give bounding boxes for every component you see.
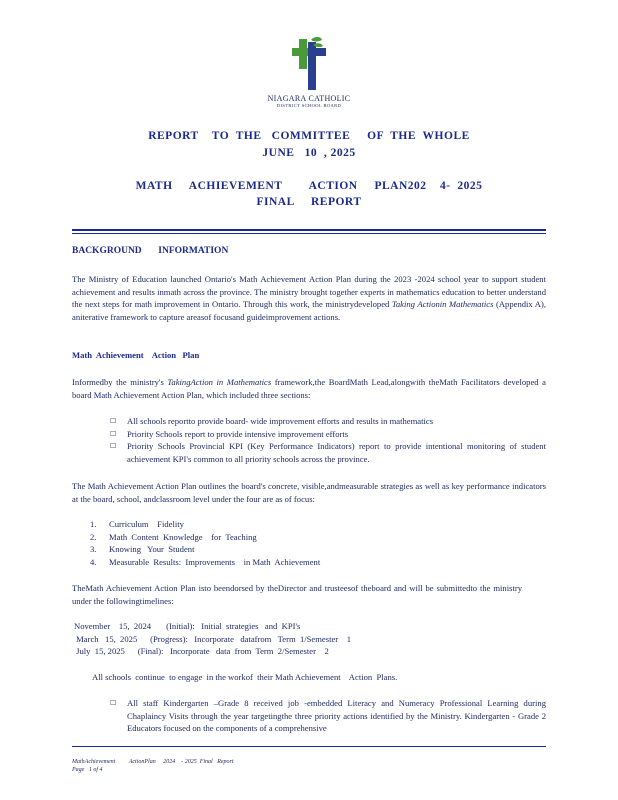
timeline-item: March 15, 2025 (Progress): Incorporate datafrom Term 1/Semester 1 xyxy=(74,633,352,644)
logo-subtitle: DISTRICT SCHOOL BOARD xyxy=(276,103,342,108)
footer-title: MathAchievement ActionPlan 2024 - 2025 Final Report xyxy=(72,759,234,765)
list-item-text: Knowing Your Student xyxy=(109,544,195,555)
plan-intro-paragraph xyxy=(72,376,546,401)
section-heading-background: BACKGROUND INFORMATION xyxy=(72,246,229,256)
cross-logo-icon xyxy=(289,36,329,92)
list-item-text: All schools reportto provide board- wide improvement efforts and results in mathematics xyxy=(127,416,434,426)
report-title: REPORT TO THE COMMITTEE OF THE WHOLE xyxy=(148,130,470,142)
list-item-text: Priority Schools Provincial KPI (Key Performance Indicators) report to provide intentional monitoring of student achievement KPI's common to all priority schools across the province. xyxy=(127,441,546,464)
timeline-item: July 15, 2025 (Final): Incorporate data from Term 2/Semester 2 xyxy=(74,646,329,657)
plan-outcomes-paragraph: The Math Achievement Action Plan outlines the board's concrete, visible,andmeasurable strategies as well as key performance indicators at the board, school, andclassroom level under the four are as of focus: xyxy=(72,481,546,504)
report-date: JUNE 10 , 2025 xyxy=(262,147,356,159)
framework-title: Taking Actionin Mathematics xyxy=(391,299,494,310)
list-item xyxy=(90,556,320,569)
timeline-list xyxy=(74,620,351,658)
section-heading-plan: Math Achievement Action Plan xyxy=(72,350,200,360)
list-item xyxy=(110,440,546,465)
timeline-item: November 15, 2024 (Initial): Initial strategies and KPI's xyxy=(74,621,301,631)
footer-divider xyxy=(72,746,546,747)
plan-subtitle: FINAL REPORT xyxy=(256,196,362,208)
header-divider xyxy=(72,229,546,231)
list-item xyxy=(110,415,546,428)
page-footer xyxy=(72,758,234,774)
list-item-text: Measurable Results: Improvements in Math Achievement xyxy=(109,556,321,567)
logo-name: NIAGARA CATHOLIC xyxy=(267,94,351,103)
list-number: 3. xyxy=(90,544,97,555)
background-text-2a: Through this work, the ministrydeveloped xyxy=(242,299,392,310)
list-item-text: Math Content Knowledge for Teaching xyxy=(109,531,257,542)
bullet-icon: ☐ xyxy=(110,417,117,425)
list-number: 2. xyxy=(90,531,97,542)
list-number: 4. xyxy=(90,556,97,567)
list-item-text: Priority Schools report to provide intensive improvement efforts xyxy=(127,428,349,439)
list-item xyxy=(110,697,546,735)
plan-intro-a: Informedby the ministry's xyxy=(72,377,168,387)
plan-sections-list xyxy=(110,415,546,465)
bullet-icon: ☐ xyxy=(110,699,117,707)
bullet-icon: ☐ xyxy=(110,429,117,438)
header-divider-thin xyxy=(72,233,546,234)
plan-title: MATH ACHIEVEMENT ACTION PLAN202 4- 2025 xyxy=(135,180,483,192)
list-item xyxy=(90,531,320,544)
board-logo xyxy=(266,36,352,108)
list-item-text: Curriculum Fidelity xyxy=(109,519,184,529)
list-item xyxy=(110,428,546,441)
list-number: 1. xyxy=(90,519,97,529)
background-text-2b: (Appendix A), aniterative framework to capture areasof focusand guideimprovement actions. xyxy=(72,299,547,322)
plan-intro-b: framework,the BoardMath Lead,alongwith theMath Facilitators developed a board Math Achievement Action Plan, which included three sections: xyxy=(72,377,546,400)
continue-paragraph: All schools continue to engage in the workof their Math Achievement Action Plans. xyxy=(92,672,398,682)
list-item-text: All staff Kindergarten –Grade 8 received job -embedded Literacy and Numeracy Professional Learning during Chaplaincy Visits through the year targetingthe three priority actions identified by the Ministry. Kindergarten - Grade 2 Educators focused on the components of a comprehensive xyxy=(127,698,546,734)
background-paragraph xyxy=(72,273,546,323)
list-item xyxy=(90,543,320,556)
list-item xyxy=(90,518,320,531)
staff-list xyxy=(110,697,546,735)
focus-areas-list xyxy=(90,518,320,568)
background-text: The Ministry of Education launched Ontario's Math Achievement Action Plan during the 2023 -2024 school year to support student achievement and results inmath across the province. The ministry brought together experts in mathematics education to better understand the next steps for math improvement in Ontario. xyxy=(72,274,546,310)
page-number: Page 1 of 4 xyxy=(72,767,103,773)
bullet-icon: ☐ xyxy=(110,442,117,451)
endorsement-paragraph: TheMath Achievement Action Plan isto beendorsed by theDirector and trusteesof theboard and will be submittedto the ministry under the followingtimelines: xyxy=(72,583,522,606)
plan-intro-framework: TakingAction in Mathematics xyxy=(167,377,272,387)
